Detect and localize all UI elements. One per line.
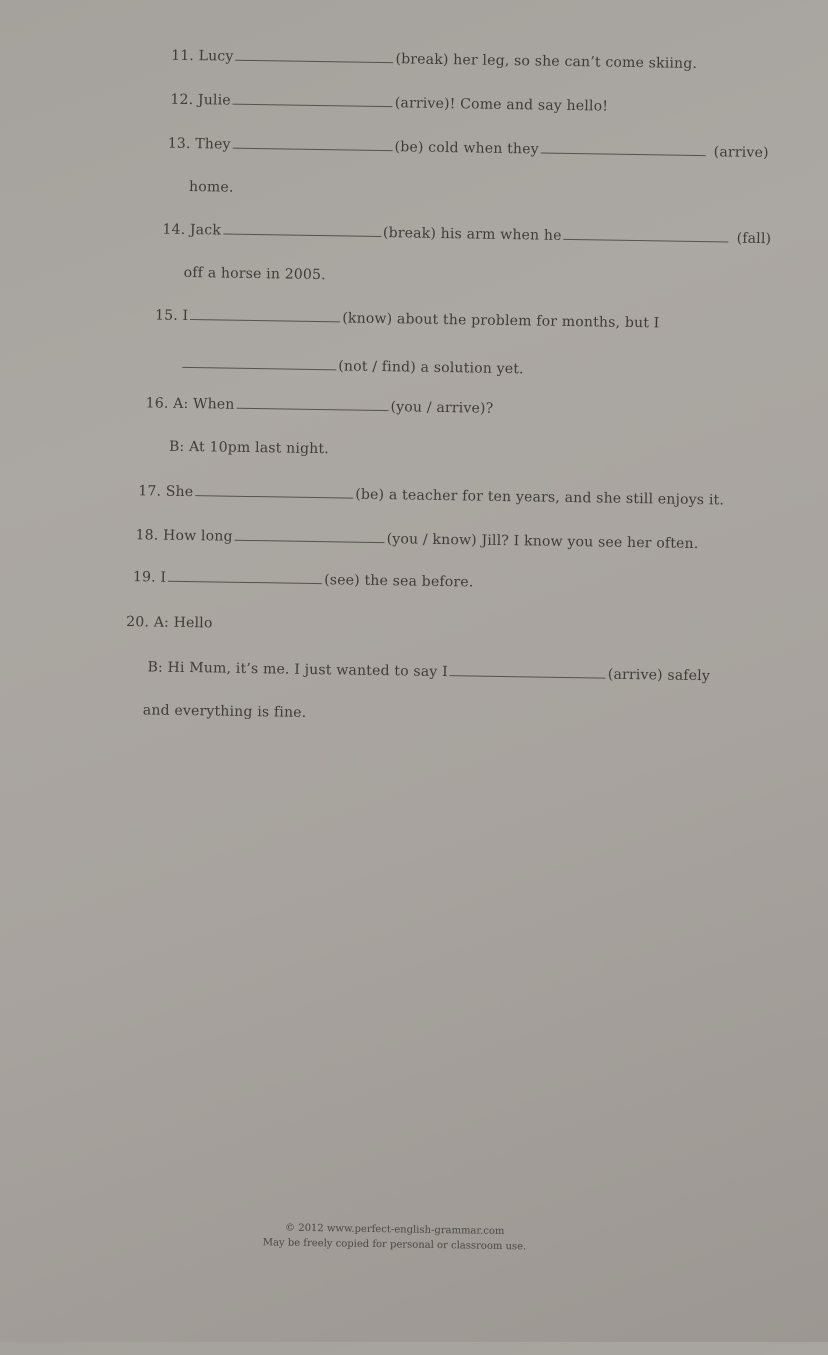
answer-blank[interactable] <box>564 227 729 243</box>
question-12-start: 12. Julie <box>170 91 231 109</box>
footer-license: May be freely copied for personal or classroom use. <box>262 1237 527 1253</box>
question-11 <box>171 47 697 72</box>
question-19-start: 19. I <box>132 569 167 586</box>
question-18-rest: (you / know) Jill? I know you see her often. <box>386 531 699 553</box>
question-13 <box>168 135 769 161</box>
question-17-rest: (be) a teacher for ten years, and she still enjoys it. <box>355 486 725 509</box>
question-14-continued: off a horse in 2005. <box>183 264 326 284</box>
answer-blank[interactable] <box>190 307 340 322</box>
question-13-end: (arrive) <box>713 144 769 162</box>
answer-blank[interactable] <box>233 136 393 152</box>
question-13-continued: home. <box>188 178 234 196</box>
question-17-start: 17. She <box>138 483 194 501</box>
answer-blank[interactable] <box>235 528 385 543</box>
answer-blank[interactable] <box>233 92 393 108</box>
question-20-reply <box>147 658 710 684</box>
question-13-middle: (be) cold when they <box>394 139 539 158</box>
question-16-rest: (you / arrive)? <box>390 399 494 417</box>
answer-blank[interactable] <box>182 355 336 370</box>
question-20-reply-text: B: Hi Mum, it’s me. I just wanted to say I <box>147 659 448 681</box>
question-14-middle: (break) his arm when he <box>382 225 562 244</box>
answer-blank[interactable] <box>235 48 393 63</box>
answer-blank[interactable] <box>195 483 353 498</box>
question-14-start: 14. Jack <box>162 221 222 239</box>
question-18 <box>135 526 698 552</box>
answer-blank[interactable] <box>541 141 706 157</box>
question-16 <box>146 394 494 416</box>
question-11-start: 11. Lucy <box>171 47 234 65</box>
question-20: 20. A: Hello <box>126 614 213 632</box>
question-15-rest: (know) about the problem for months, but I <box>342 310 660 332</box>
question-14 <box>162 221 771 248</box>
question-19-rest: (see) the sea before. <box>324 572 474 591</box>
answer-blank[interactable] <box>223 222 381 237</box>
question-16-start: 16. A: When <box>145 395 235 413</box>
answer-blank[interactable] <box>168 569 322 584</box>
question-11-rest: (break) her leg, so she can’t come skiing. <box>395 51 698 72</box>
question-20-reply-end: (arrive) safely <box>607 666 711 685</box>
question-19 <box>133 568 474 590</box>
question-17 <box>138 482 724 508</box>
question-14-end: (fall) <box>736 230 772 248</box>
question-15-continued <box>180 355 524 377</box>
question-15 <box>155 306 660 331</box>
question-15-start: 15. I <box>154 307 189 324</box>
question-18-start: 18. How long <box>135 527 233 545</box>
answer-blank[interactable] <box>450 663 606 678</box>
question-15-cont: (not / find) a solution yet. <box>338 358 524 378</box>
answer-blank[interactable] <box>237 396 389 411</box>
question-13-start: 13. They <box>167 135 231 153</box>
question-12-rest: (arrive)! Come and say hello! <box>394 95 609 115</box>
question-20-continued: and everything is fine. <box>142 702 307 721</box>
question-12 <box>170 91 608 115</box>
question-16-reply: B: At 10pm last night. <box>168 438 330 458</box>
footer-copyright: © 2012 www.perfect-english-grammar.com <box>284 1222 505 1238</box>
